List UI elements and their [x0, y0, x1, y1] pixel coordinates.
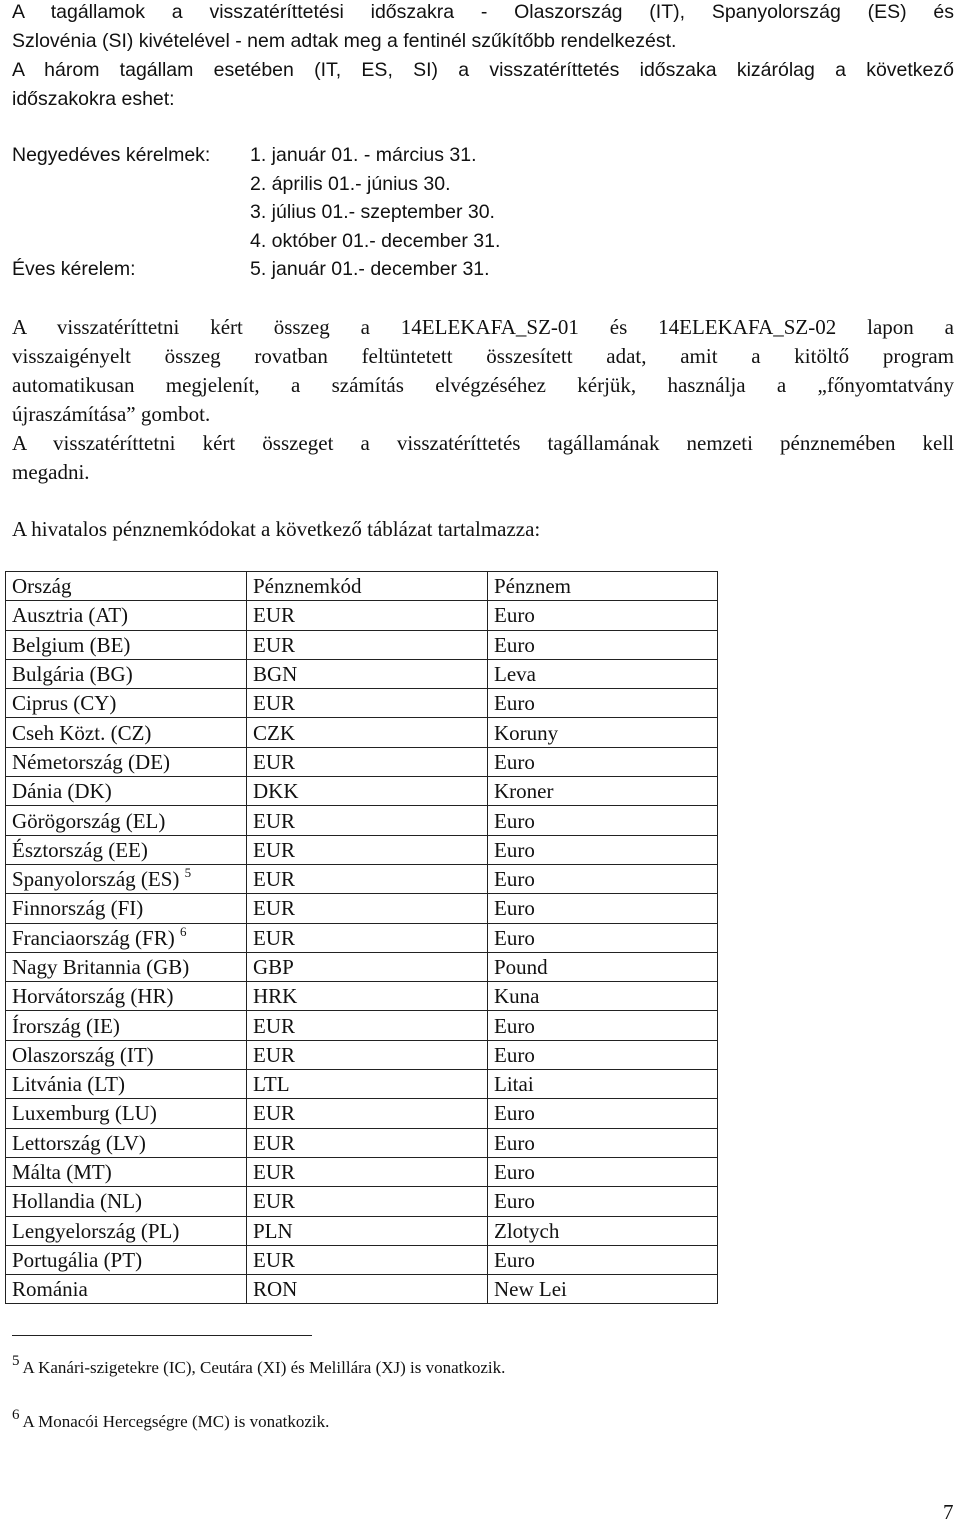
country-name: Dánia (DK) — [12, 779, 112, 804]
cell-code: EUR — [247, 806, 488, 835]
intro-paragraph — [12, 0, 954, 114]
cell-currency: Euro — [488, 689, 718, 718]
cell-country — [6, 1216, 247, 1245]
cell-country — [6, 1070, 247, 1099]
table-row — [6, 630, 718, 659]
cell-currency: Euro — [488, 1011, 718, 1040]
cell-country — [6, 952, 247, 981]
country-name: Belgium (BE) — [12, 632, 131, 657]
cell-country — [6, 1099, 247, 1128]
table-row — [6, 659, 718, 688]
cell-code: CZK — [247, 718, 488, 747]
cell-currency: Euro — [488, 1099, 718, 1128]
footnote-mark: 5 — [12, 1353, 20, 1369]
cell-code: EUR — [247, 894, 488, 923]
cell-code: BGN — [247, 659, 488, 688]
header-currency: Pénznem — [488, 572, 718, 601]
cell-currency: Euro — [488, 864, 718, 893]
cell-country — [6, 894, 247, 923]
cell-country — [6, 718, 247, 747]
cell-country — [6, 659, 247, 688]
text-line: újraszámítása” gombot. — [12, 402, 211, 426]
cell-currency: Euro — [488, 894, 718, 923]
table-row — [6, 864, 718, 893]
table-row — [6, 1070, 718, 1099]
cell-country — [6, 601, 247, 630]
text-line: visszaigényelt összeg rovatban feltüntetett összesített adat, amit a kitöltő program — [12, 344, 954, 368]
country-name: Nagy Britannia (GB) — [12, 955, 190, 979]
text-line: A tagállamok a visszatéríttetési időszakra - Olaszország (IT), Spanyolország (ES) és — [12, 1, 954, 23]
cell-country — [6, 864, 247, 893]
cell-country — [6, 1011, 247, 1040]
table-row — [6, 982, 718, 1011]
header-code: Pénznemkód — [247, 572, 488, 601]
period-value: 1. január 01. - március 31. — [250, 144, 477, 166]
cell-code: EUR — [247, 1011, 488, 1040]
table-row — [6, 1216, 718, 1245]
text-line: A három tagállam esetében (IT, ES, SI) a visszatéríttetés időszaka kizárólag a következő — [12, 59, 954, 81]
period-value: 4. október 01.- december 31. — [250, 230, 501, 252]
table-row — [6, 806, 718, 835]
footnote-reference: 5 — [184, 865, 192, 881]
footnote-text: A Kanári-szigetekre (IC), Ceutára (XI) és Melillára (XJ) is vonatkozik. — [22, 1358, 506, 1377]
cell-code: EUR — [247, 630, 488, 659]
table-row — [6, 923, 718, 952]
table-row — [6, 952, 718, 981]
cell-currency: Leva — [488, 659, 718, 688]
table-row — [6, 1099, 718, 1128]
cell-currency: Euro — [488, 835, 718, 864]
cell-country — [6, 777, 247, 806]
table-row — [6, 777, 718, 806]
cell-code: GBP — [247, 952, 488, 981]
country-name: Németország (DE) — [12, 749, 171, 774]
table-row — [6, 835, 718, 864]
country-name: Portugália (PT) — [12, 1247, 143, 1272]
refund-paragraph — [12, 313, 954, 487]
cell-code: RON — [247, 1275, 488, 1304]
country-name: Ausztria (AT) — [12, 603, 129, 628]
cell-country — [6, 1040, 247, 1069]
cell-country — [6, 689, 247, 718]
header-country: Ország — [6, 572, 247, 601]
cell-currency: Euro — [488, 1187, 718, 1216]
cell-country — [6, 923, 247, 952]
page-number: 7 — [943, 1500, 954, 1524]
cell-country — [6, 1187, 247, 1216]
cell-country — [6, 1275, 247, 1304]
cell-currency: Euro — [488, 1245, 718, 1274]
table-row — [6, 1011, 718, 1040]
country-name: Románia — [12, 1277, 88, 1302]
cell-currency: Kuna — [488, 982, 718, 1011]
text-line: A visszatéríttetni kért összeg a 14ELEKAFA_SZ-01 és 14ELEKAFA_SZ-02 lapon a — [12, 315, 954, 339]
country-name: Luxemburg (LU) — [12, 1101, 157, 1126]
period-value: 3. július 01.- szeptember 30. — [250, 201, 495, 223]
country-name: Ciprus (CY) — [12, 691, 117, 716]
country-name: Spanyolország (ES) — [12, 867, 180, 892]
cell-country — [6, 747, 247, 776]
footnote-5 — [12, 1350, 505, 1379]
cell-code: EUR — [247, 923, 488, 952]
table-row — [6, 1157, 718, 1186]
period-label: Negyedéves kérelmek: — [12, 144, 211, 166]
cell-country — [6, 1245, 247, 1274]
cell-code: EUR — [247, 1187, 488, 1216]
table-row — [6, 747, 718, 776]
cell-currency: Zlotych — [488, 1216, 718, 1245]
country-name: Írország (IE) — [12, 1013, 120, 1038]
text-line: A visszatéríttetni kért összeget a visszatéríttetés tagállamának nemzeti pénznemében kell — [12, 431, 954, 455]
cell-code: PLN — [247, 1216, 488, 1245]
cell-currency: Kroner — [488, 777, 718, 806]
country-name: Görögország (EL) — [12, 808, 166, 833]
cell-code: HRK — [247, 982, 488, 1011]
cell-country — [6, 1128, 247, 1157]
cell-code: EUR — [247, 1040, 488, 1069]
country-name: Litvánia (LT) — [12, 1072, 125, 1097]
country-name: Málta (MT) — [12, 1160, 112, 1185]
cell-country — [6, 1157, 247, 1186]
cell-currency: Euro — [488, 1128, 718, 1157]
cell-code: EUR — [247, 1157, 488, 1186]
cell-code: EUR — [247, 601, 488, 630]
cell-currency: Euro — [488, 806, 718, 835]
table-row — [6, 894, 718, 923]
table-row — [6, 1128, 718, 1157]
footnote-mark: 6 — [12, 1407, 20, 1423]
country-name: Olaszország (IT) — [12, 1042, 154, 1067]
cell-currency: Pound — [488, 952, 718, 981]
footnote-text: A Monacói Hercegségre (MC) is vonatkozik. — [22, 1412, 330, 1431]
cell-code: EUR — [247, 1245, 488, 1274]
table-row — [6, 1245, 718, 1274]
country-name: Franciaország (FR) — [12, 925, 175, 950]
cell-currency: Euro — [488, 630, 718, 659]
currency-table — [5, 571, 718, 1304]
cell-code: DKK — [247, 777, 488, 806]
table-row — [6, 1187, 718, 1216]
table-row — [6, 718, 718, 747]
country-name: Finnország (FI) — [12, 896, 144, 921]
cell-country — [6, 806, 247, 835]
text-line: időszakokra eshet: — [12, 88, 175, 110]
text-line: Szlovénia (SI) kivételével - nem adtak meg a fentinél szűkítőbb rendelkezést. — [12, 30, 677, 52]
cell-currency: Euro — [488, 923, 718, 952]
cell-currency: Litai — [488, 1070, 718, 1099]
footnote-6 — [12, 1404, 329, 1433]
country-name: Hollandia (NL) — [12, 1189, 143, 1214]
cell-currency: Euro — [488, 747, 718, 776]
cell-code: EUR — [247, 747, 488, 776]
country-name: Észtország (EE) — [12, 837, 148, 862]
cell-currency: New Lei — [488, 1275, 718, 1304]
table-header-row — [6, 572, 718, 601]
country-name: Lengyelország (PL) — [12, 1218, 180, 1243]
table-row — [6, 1275, 718, 1304]
period-label: Éves kérelem: — [12, 258, 136, 280]
cell-code: EUR — [247, 689, 488, 718]
text-line: automatikusan megjelenít, a számítás elvégzéséhez kérjük, használja a „főnyomtatvány — [12, 373, 954, 397]
table-row — [6, 601, 718, 630]
table-row — [6, 689, 718, 718]
table-row — [6, 1040, 718, 1069]
cell-currency: Euro — [488, 601, 718, 630]
footnote-separator — [12, 1335, 312, 1336]
country-name: Lettország (LV) — [12, 1130, 146, 1155]
text-line: megadni. — [12, 460, 90, 484]
cell-code: EUR — [247, 864, 488, 893]
footnote-reference: 6 — [179, 923, 187, 939]
cell-country — [6, 630, 247, 659]
country-name: Horvátország (HR) — [12, 984, 174, 1009]
cell-country — [6, 835, 247, 864]
cell-currency: Euro — [488, 1157, 718, 1186]
cell-currency: Koruny — [488, 718, 718, 747]
cell-code: LTL — [247, 1070, 488, 1099]
country-name: Cseh Közt. (CZ) — [12, 720, 152, 745]
period-value: 5. január 01.- december 31. — [250, 258, 490, 280]
table-intro: A hivatalos pénznemkódokat a következő táblázat tartalmazza: — [12, 517, 541, 541]
cell-code: EUR — [247, 835, 488, 864]
cell-code: EUR — [247, 1128, 488, 1157]
cell-country — [6, 982, 247, 1011]
cell-currency: Euro — [488, 1040, 718, 1069]
country-name: Bulgária (BG) — [12, 662, 133, 687]
cell-code: EUR — [247, 1099, 488, 1128]
period-value: 2. április 01.- június 30. — [250, 173, 451, 195]
